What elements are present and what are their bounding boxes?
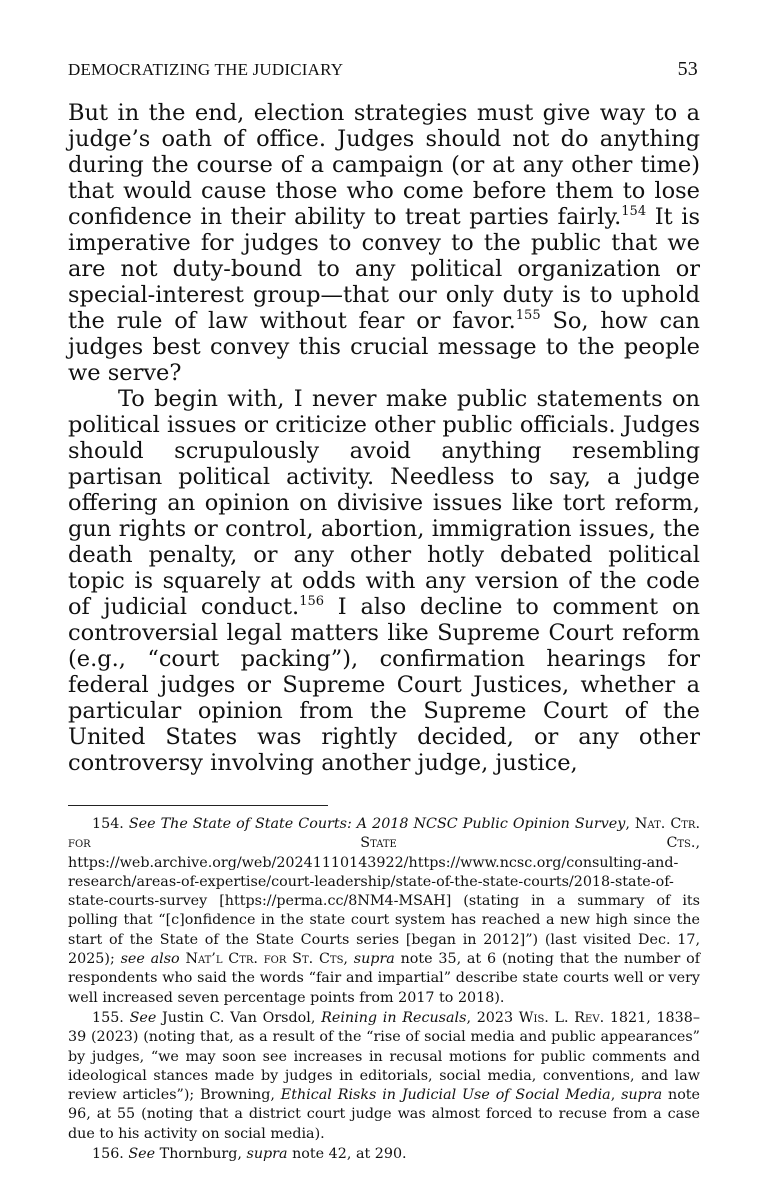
citation-text: , https://web.archive.org/web/20241110143922/https://www.ncsc.org/consulting-and-research/areas-of-expertise/court-leadership/state-of-the-state-courts/2018-state-of-state-courts-survey [https://perma.cc/8NM4-MSAH] (stating in a summary of its polling that “[c]onfidence in the state court system has reached a new high since the start of the State of the State Courts series [began in 2012]”) (last visited Dec. 17, 2025); [68,835,700,968]
paragraph-2 [68,386,700,776]
footnote-154 [68,815,700,1008]
source-title: The State of State Courts: A 2018 NCSC Public Opinion Survey [160,816,626,832]
signal: See [129,1009,157,1026]
footnote-number: 154. [92,816,124,832]
footnote-ref-156[interactable]: 156 [299,594,325,609]
p1-text-a: But in the end, election strategies must give way to a judge’s oath of office. Judges should not do anything during the course of a campaign (or at any other time) that would cause those who come before them to lose confidence in their ability to treat parties fairly. [68,100,700,230]
article-title: Reining in Recusals [321,1009,467,1026]
signal: See [128,1146,156,1163]
citation-text: note 42, at 290. [287,1146,407,1163]
footnote-divider [68,805,328,806]
running-title: DEMOCRATIZING THE JUDICIARY [68,60,344,79]
main-text [68,100,700,776]
text: , [343,951,354,968]
signal: see also [120,951,180,968]
supra: supra [621,1087,663,1104]
citation-text: note 35, at 6 (noting that the number of respondents who said the words “fair and impartial” describe state courts well or very well increased seven percentage points from 2017 to 2018). [68,951,700,1006]
signal: See [128,816,156,832]
footnotes [68,815,700,1165]
supra: supra [353,951,395,968]
article-title: Ethical Risks in Judicial Use of Social Media [280,1087,611,1104]
page-number: 53 [677,58,698,80]
footnote-ref-154[interactable]: 154 [621,204,647,219]
text: Justin C. Van Orsdol, [156,1009,322,1026]
journal: Wis. L. Rev. [518,1009,605,1026]
supra: supra [246,1146,288,1163]
text: Thornburg, [155,1146,247,1163]
citation-text: note 96, at 55 (noting that a district court judge was almost forced to recuse from a case due to his activity on social media). [68,1087,701,1142]
organization: Nat. Ctr. for State Cts. [68,816,700,852]
footnote-number: 155. [92,1009,124,1026]
p1-text-c: So, how can judges best convey this crucial message to the people we serve? [68,308,701,386]
footnote-ref-155[interactable]: 155 [515,308,541,323]
text: , 2023 [466,1009,519,1026]
footnote-number: 156. [92,1146,124,1163]
citation-text: 1821, 1838–39 (2023) (noting that, as a result of the “rise of social media and public appearances” by judges, “we may soon see increases in recusal motions for public comments and ideological stances made by judges in editorials, social media, conventions, and law review articles”); Browning, [68,1009,700,1104]
p2-text-a: To begin with, I never make public statements on political issues or criticize other public officials. Judges should scrupulously avoid anything resembling partisan political activity. Needless to say, a judge offering an opinion on divisive issues like tort reform, gun rights or control, abortion, immigration issues, the death penalty, or any other hotly debated political topic is squarely at odds with any version of the code of judicial conduct. [68,386,701,620]
p2-text-b: I also decline to comment on controversial legal matters like Supreme Court reform (e.g., “court packing”), confirmation hearings for federal judges or Supreme Court Justices, whether a particular opinion from the Supreme Court of the United States was rightly decided, or any other controversy involving another judge, justice, [68,594,700,776]
organization: Nat’l Ctr. for St. Cts [185,951,344,968]
paragraph-1 [68,100,700,386]
footnote-156 [68,1145,700,1164]
p1-text-b: It is imperative for judges to convey to the public that we are not duty-bound to any political organization or special-interest group—that our only duty is to uphold the rule of law without fear or favor. [68,204,700,334]
text: , [610,1087,622,1104]
text: , [625,816,635,832]
footnote-155 [68,1009,700,1144]
